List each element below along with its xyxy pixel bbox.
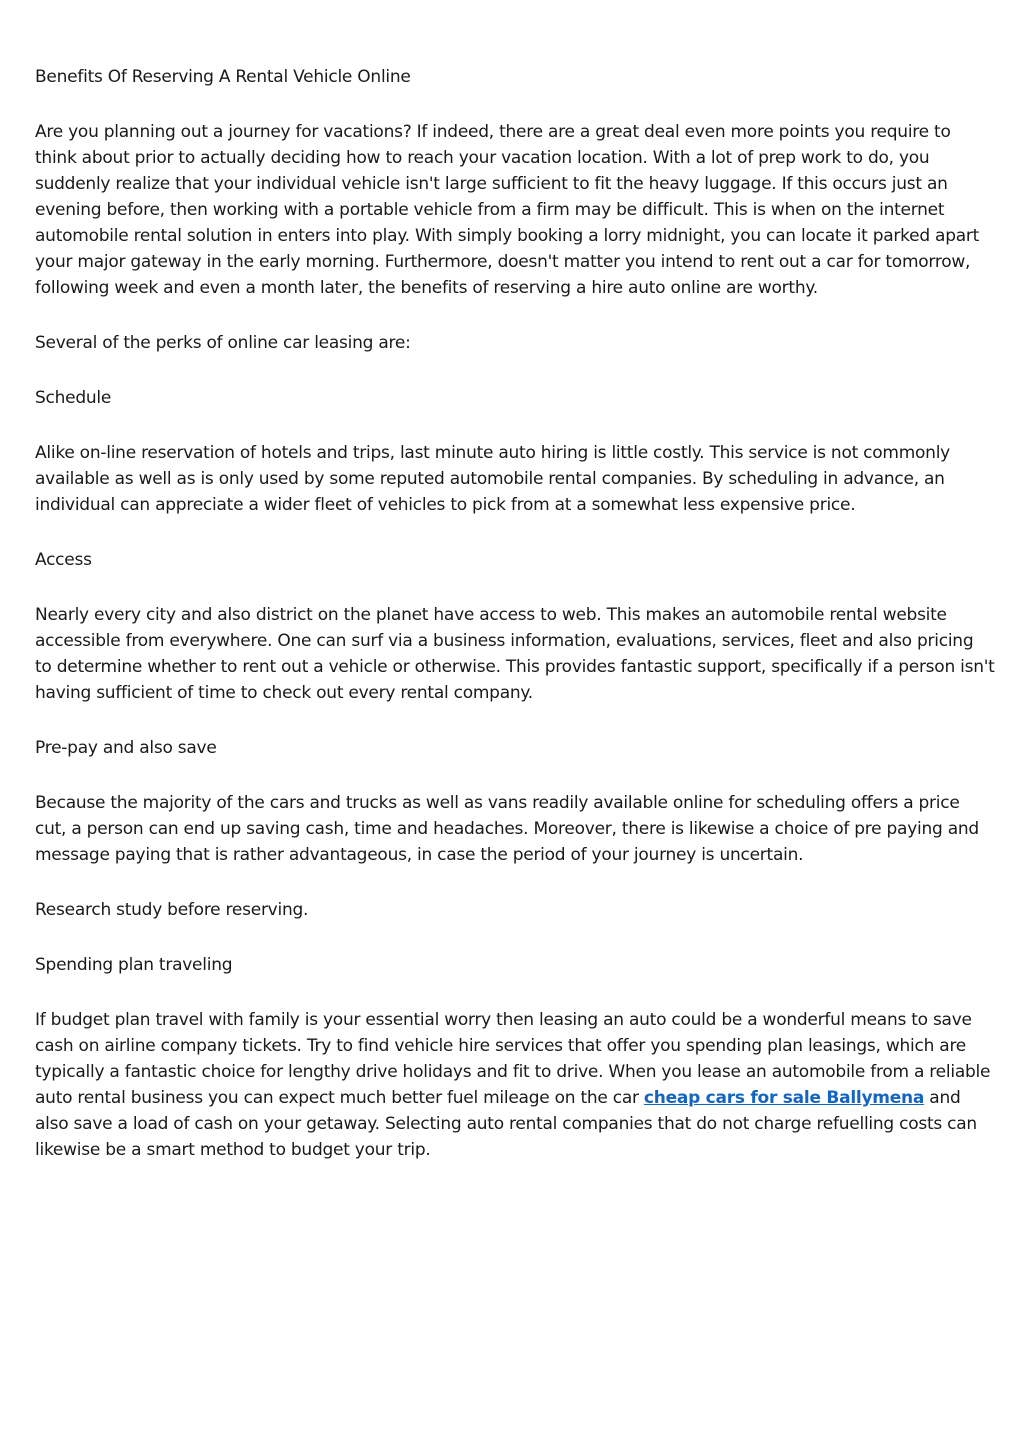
section-heading-prepay: Pre-pay and also save bbox=[35, 738, 217, 758]
section-body-prepay: Because the majority of the cars and trucks as well as vans readily available online for scheduling offers a price cut, a person can end up saving cash, time and headaches. Moreover, there is likewise a choice of pre paying and message paying that is rather advantageous, in case the period of your journey is uncertain. bbox=[35, 793, 979, 865]
cheap-cars-link[interactable]: cheap cars for sale Ballymena bbox=[643, 1088, 925, 1108]
section-body-access: Nearly every city and also district on the planet have access to web. This makes an automobile rental website accessible from everywhere. One can surf via a business information, evaluations, services, fleet and also pricing to determine whether to rent out a vehicle or otherwise. This provides fantastic support, specifically if a person isn't having sufficient of time to check out every rental company. bbox=[35, 605, 995, 703]
section-body-schedule: Alike on-line reservation of hotels and trips, last minute auto hiring is little costly. This service is not commonly available as well as is only used by some reputed automobile rental companies. By scheduling in advance, an individual can appreciate a wider fleet of vehicles to pick from at a somewhat less expensive price. bbox=[35, 443, 950, 515]
document-title: Benefits Of Reserving A Rental Vehicle Online bbox=[35, 67, 411, 87]
document-page bbox=[35, 64, 995, 1192]
intro-paragraph: Are you planning out a journey for vacations? If indeed, there are a great deal even more points you require to think about prior to actually deciding how to reach your vacation location. With a lot of prep work to do, you suddenly realize that your individual vehicle isn't large sufficient to fit the heavy luggage. If this occurs just an evening before, then working with a portable vehicle from a firm may be difficult. This is when on the internet automobile rental solution in enters into play. With simply booking a lorry midnight, you can locate it parked apart your major gateway in the early morning. Furthermore, doesn't matter you intend to rent out a car for tomorrow, following week and even a month later, the benefits of reserving a hire auto online are worthy. bbox=[35, 122, 980, 298]
section-heading-schedule: Schedule bbox=[35, 388, 112, 408]
perks-intro: Several of the perks of online car leasing are: bbox=[35, 333, 411, 353]
section-heading-budget: Spending plan traveling bbox=[35, 955, 233, 975]
budget-text-before-link: If budget plan travel with family is your essential worry then leasing an auto could be a wonderful means to save cash on airline company tickets. Try to find vehicle hire services that offer you spending plan leasings, which are typically a fantastic choice for lengthy drive holidays and fit to drive. When you lease an automobile from a reliable auto rental business you can expect much better fuel mileage on the car bbox=[35, 1010, 991, 1108]
section-heading-access: Access bbox=[35, 550, 92, 570]
research-line: Research study before reserving. bbox=[35, 900, 309, 920]
budget-text-after-link: and also save a load of cash on your getaway. Selecting auto rental companies that do not charge refuelling costs can likewise be a smart method to budget your trip. bbox=[35, 1088, 977, 1160]
section-body-budget bbox=[35, 1007, 995, 1163]
